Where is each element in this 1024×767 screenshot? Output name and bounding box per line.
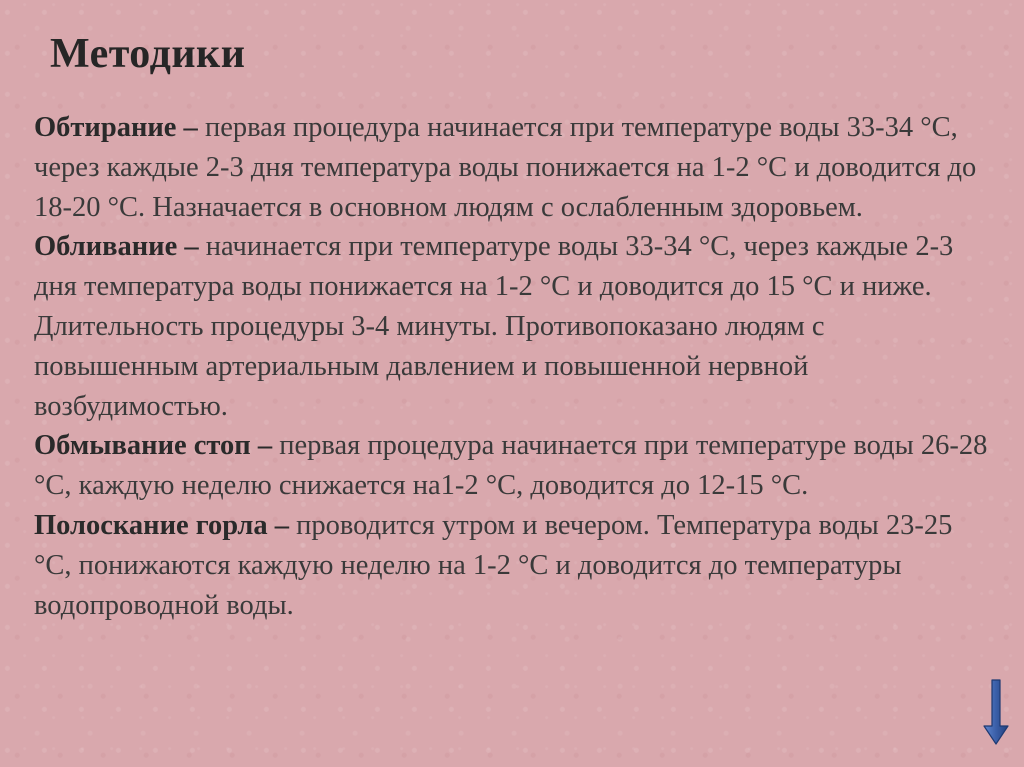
method-description: первая процедура начинается при температуре воды 33-34 °С, через каждые 2-3 дня температура воды понижается на 1-2 °С и доводится до 18-20 °С. Назначается в основном людям с ослабленным здоровьем. — [34, 112, 977, 223]
next-slide-button[interactable] — [982, 678, 1010, 746]
method-term: Обливание – — [34, 231, 199, 263]
method-description: начинается при температуре воды 33-34 °С, через каждые 2-3 дня температура воды понижается на 1-2 °С и доводится до 15 °С и ниже. Длительность процедуры 3-4 минуты. Противопоказано людям с повышенным артериальным давлением и повышенной нервной возбудимостью. — [34, 231, 954, 422]
method-term: Полоскание горла – — [34, 509, 290, 541]
methods-content — [34, 108, 994, 625]
method-term: Обмывание стоп – — [34, 430, 273, 462]
method-poloskanie-gorla — [34, 506, 994, 625]
method-description: первая процедура начинается при температуре воды 26-28 °С, каждую неделю снижается на1-2 °С, доводится до 12-15 °С. — [34, 430, 988, 502]
slide-title: Методики — [50, 31, 246, 77]
method-description: проводится утром и вечером. Температура воды 23-25 °С, понижаются каждую неделю на 1-2 °С и доводится до температуры водопроводной воды. — [34, 509, 953, 621]
method-obmyvanie-stop — [34, 426, 994, 506]
method-oblivanie — [34, 227, 994, 426]
arrow-down-icon — [982, 678, 1010, 746]
method-obtiranie — [34, 108, 994, 227]
method-term: Обтирание – — [34, 112, 198, 143]
